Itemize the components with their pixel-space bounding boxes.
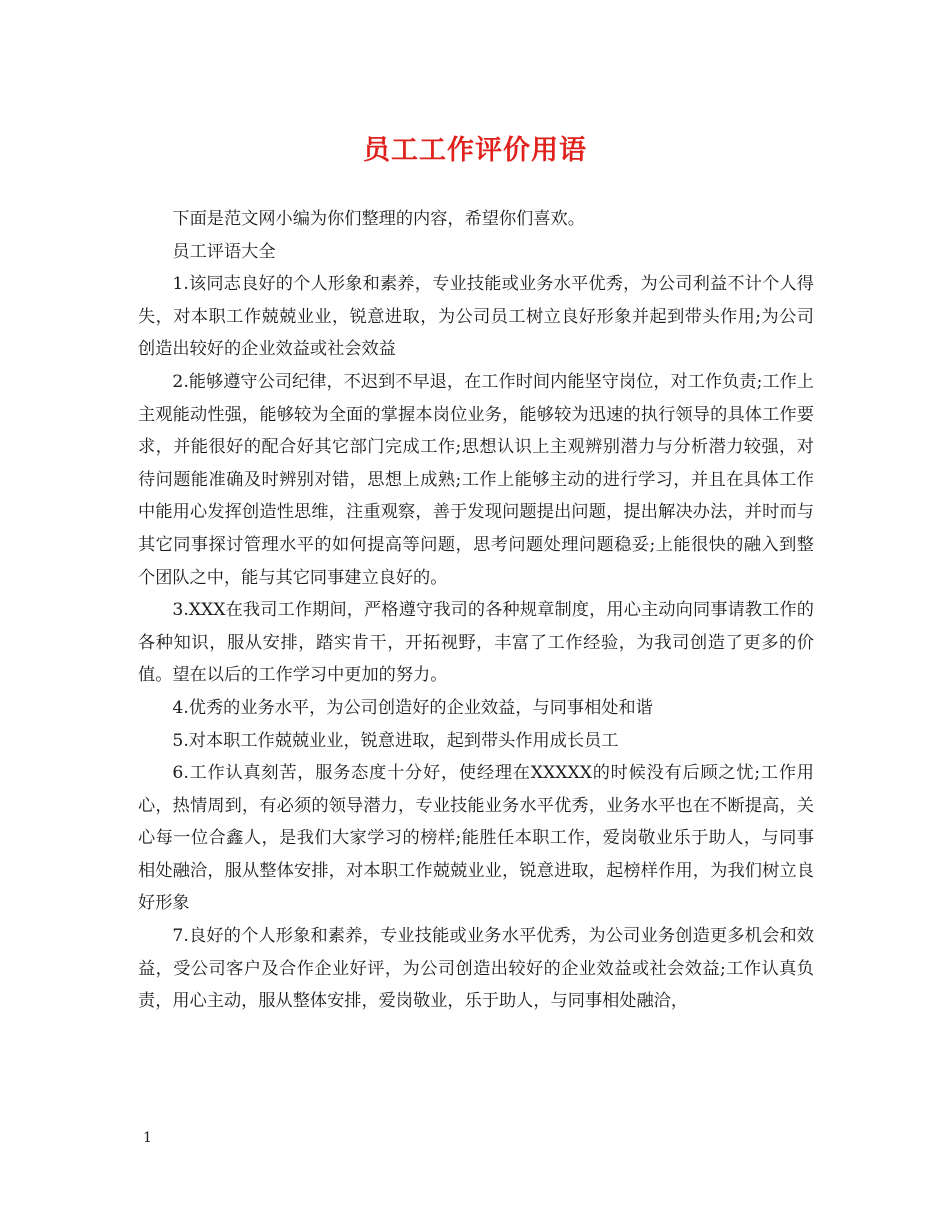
- paragraph-item-5: 5.对本职工作兢兢业业，锐意进取，起到带头作用成长员工: [172, 730, 619, 751]
- page-number: 1: [143, 1130, 152, 1146]
- document-body: [138, 203, 814, 1018]
- paragraph-item-1: 1.该同志良好的个人形象和素养，专业技能或业务水平优秀，为公司利益不计个人得失，对本职工作兢兢业业，锐意进取，为公司员工树立良好形象并起到带头作用;为公司创造出较好的企业效益或社会效益: [138, 274, 814, 360]
- paragraph-intro: 下面是范文网小编为你们整理的内容，希望你们喜欢。: [172, 209, 585, 229]
- paragraph-item-2: 2.能够遵守公司纪律，不迟到不早退，在工作时间内能坚守岗位，对工作负责;工作上主观能动性强，能够较为全面的掌握本岗位业务，能够较为迅速的执行领导的具体工作要求，并能很好的配合好其它部门完成工作;思想认识上主观辨别潜力与分析潜力较强，对待问题能准确及时辨别对错，思想上成熟;工作上能够主动的进行学习，并且在具体工作中能用心发挥创造性思维，注重观察，善于发现问题提出问题，提出解决办法，并时而与其它同事探讨管理水平的如何提高等问题，思考问题处理问题稳妥;上能很快的融入到整个团队之中，能与其它同事建立良好的。: [138, 371, 814, 588]
- paragraph-heading: 员工评语大全: [172, 241, 276, 262]
- paragraph-item-4: 4.优秀的业务水平，为公司创造好的企业效益，与同事相处和谐: [172, 697, 653, 718]
- paragraph-item-7: 7.良好的个人形象和素养，专业技能或业务水平优秀，为公司业务创造更多机会和效益，受公司客户及合作企业好评，为公司创造出较好的企业效益或社会效益;工作认真负责，用心主动，服从整体安排，爱岗敬业，乐于助人，与同事相处融洽，: [138, 926, 814, 1012]
- document-title: 员工工作评价用语: [363, 135, 587, 166]
- paragraph-item-3: 3.XXX在我司工作期间，严格遵守我司的各种规章制度，用心主动向同事请教工作的各种知识，服从安排，踏实肯干，开拓视野，丰富了工作经验，为我司创造了更多的价值。望在以后的工作学习中更加的努力。: [138, 600, 814, 686]
- paragraph-item-6: 6.工作认真刻苦，服务态度十分好，使经理在XXXXX的时候没有后顾之忧;工作用心，热情周到，有必须的领导潜力，专业技能业务水平优秀，业务水平也在不断提高，关心每一位合鑫人，是我们大家学习的榜样;能胜任本职工作，爱岗敬业乐于助人，与同事相处融洽，服从整体安排，对本职工作兢兢业业，锐意进取，起榜样作用，为我们树立良好形象: [138, 763, 814, 914]
